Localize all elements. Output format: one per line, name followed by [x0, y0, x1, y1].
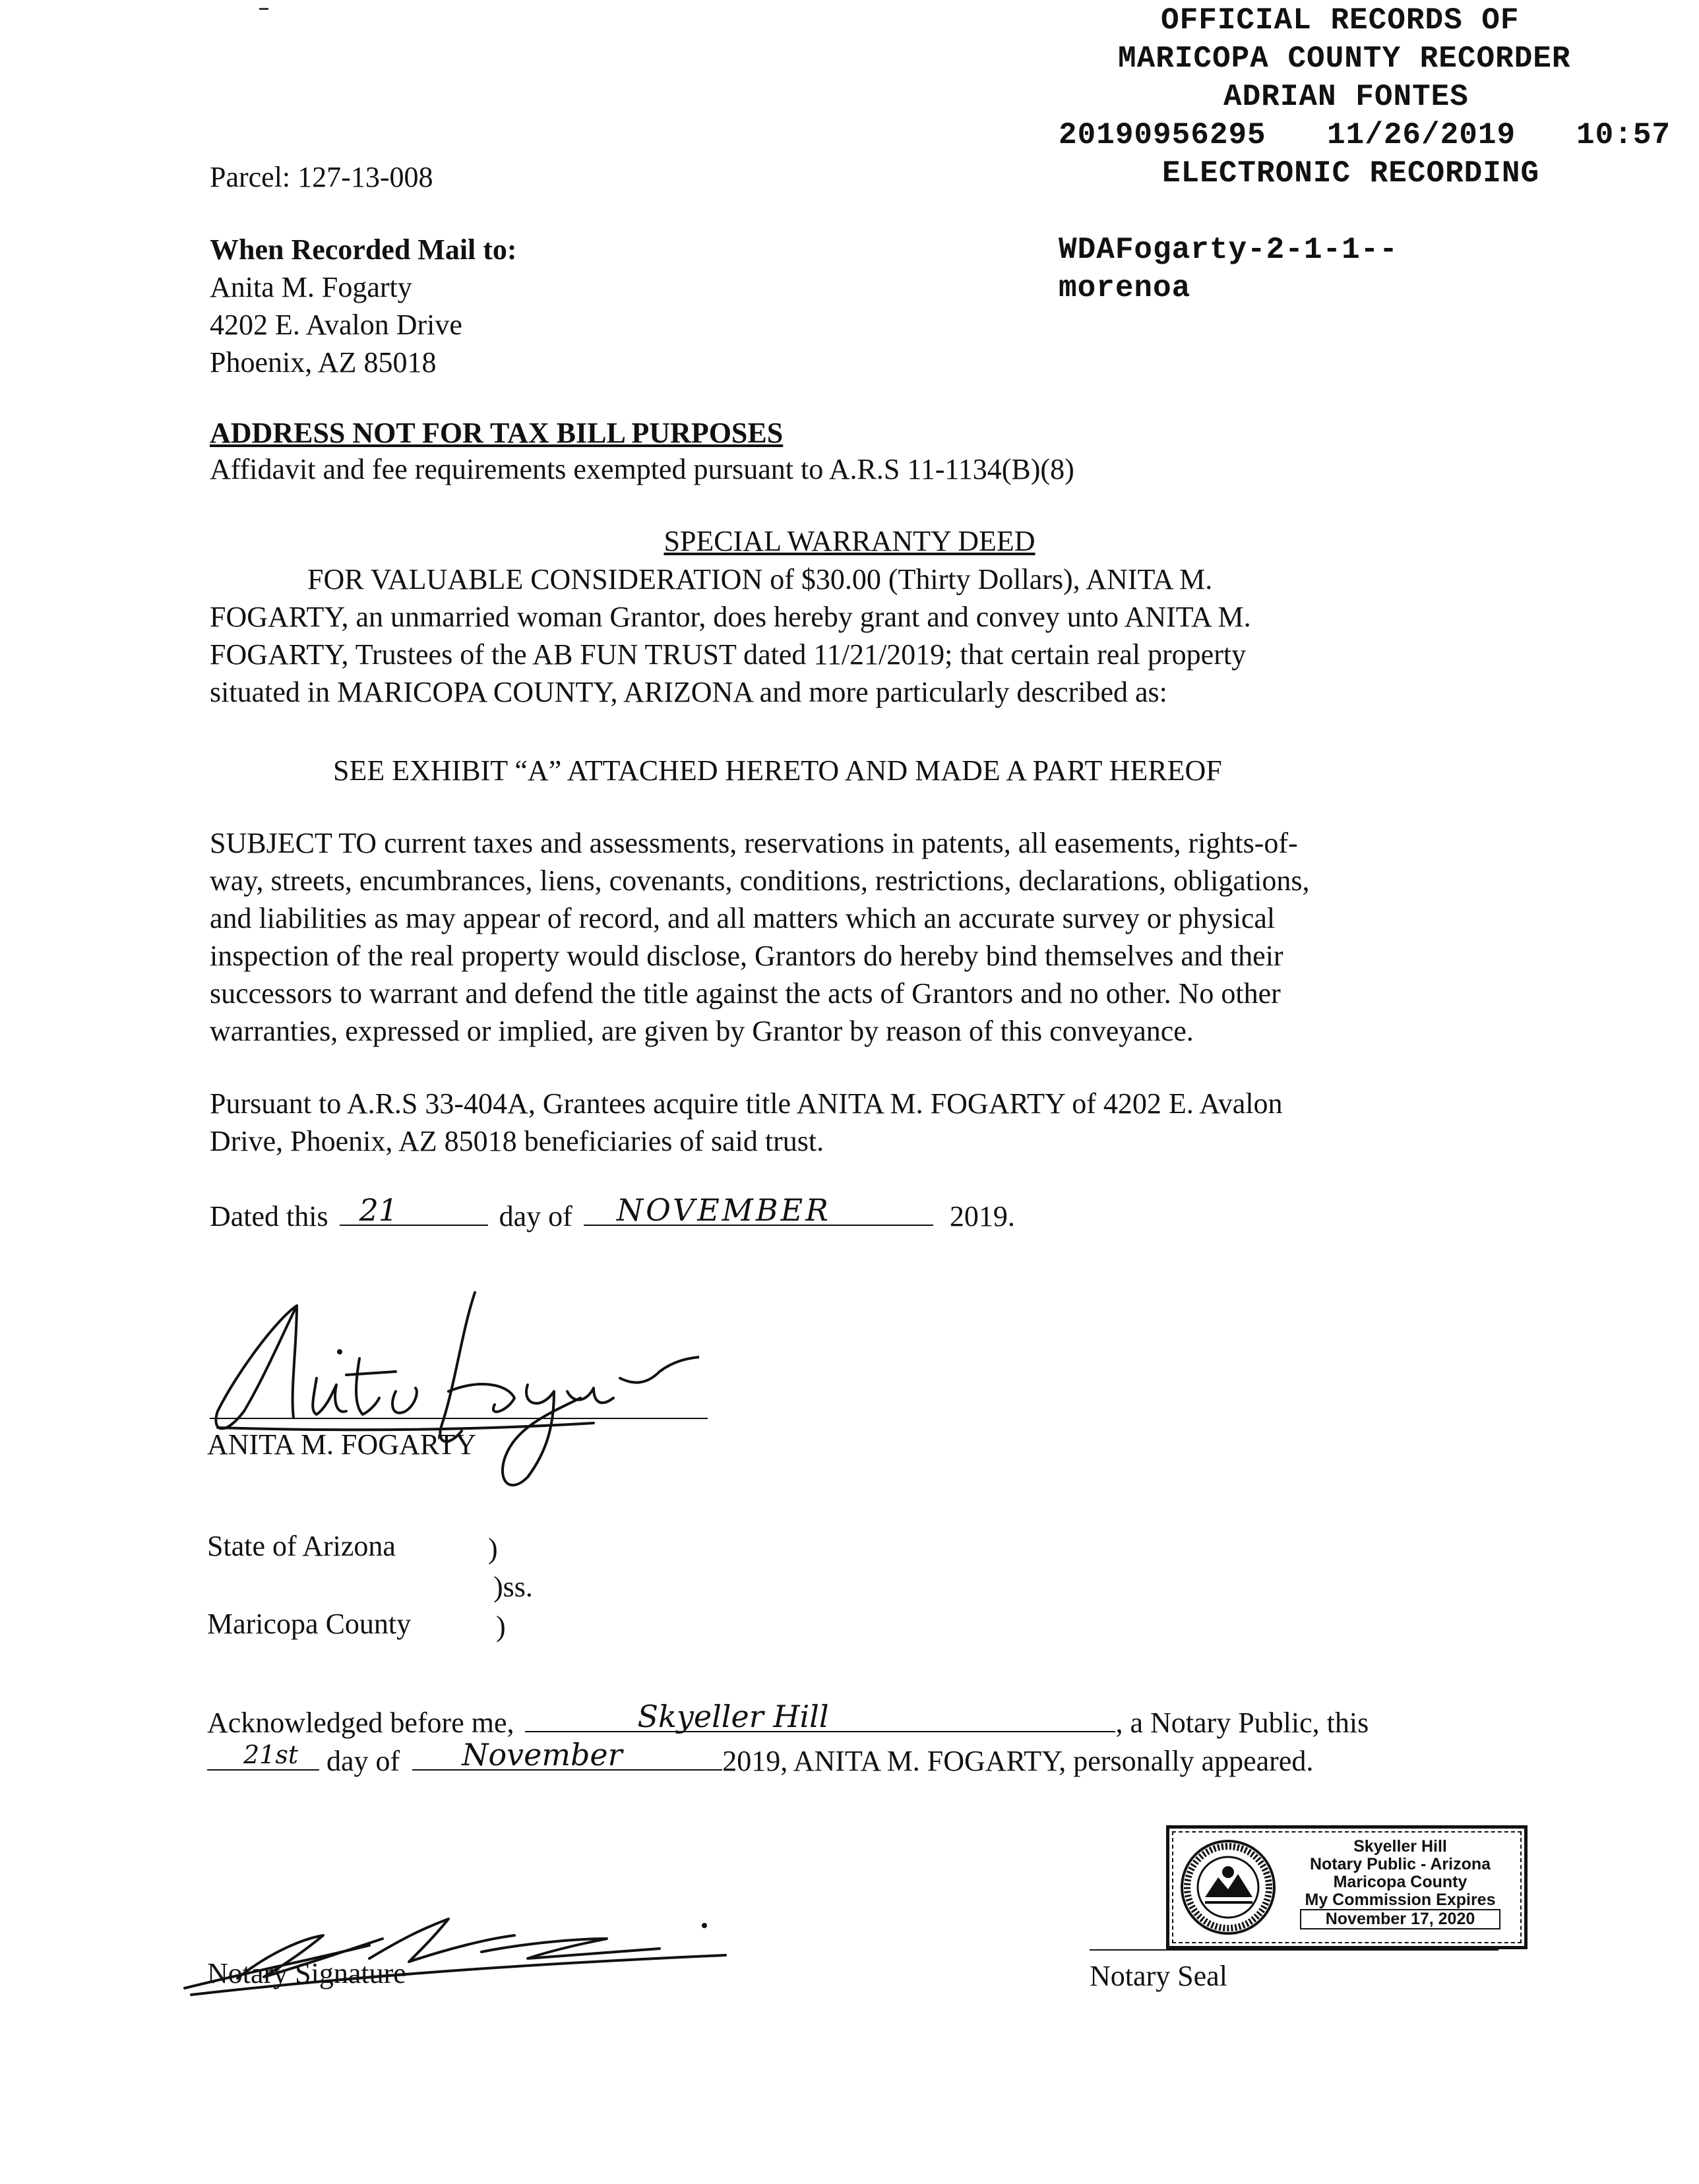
mail-to-heading: When Recorded Mail to: — [210, 233, 517, 266]
exhibit-reference: SEE EXHIBIT “A” ATTACHED HERETO AND MADE A PART HEREOF — [333, 754, 1222, 787]
venue-paren-2: ) — [496, 1610, 506, 1643]
pursuant-paragraph — [210, 1085, 1283, 1160]
grantor-signature-line — [210, 1418, 708, 1419]
notary-signature-label: Notary Signature — [207, 1957, 406, 1989]
recorder-line-county-recorder: MARICOPA COUNTY RECORDER — [1118, 42, 1571, 76]
pursuant-line: Pursuant to A.R.S 33-404A, Grantees acquire title ANITA M. FOGARTY of 4202 E. Avalon — [210, 1087, 1283, 1120]
venue-ss: )ss. — [493, 1571, 533, 1603]
arizona-state-seal-icon — [1179, 1838, 1278, 1937]
ack-suffix-2: 2019, ANITA M. FOGARTY, personally appeared. — [722, 1745, 1314, 1777]
ack-day-of: day of — [326, 1745, 400, 1777]
notary-stamp — [1166, 1825, 1528, 1949]
grant-line: FOGARTY, an unmarried woman Grantor, does hereby grant and convey unto ANITA M. — [210, 601, 1251, 633]
notary-seal-line — [1090, 1949, 1498, 1951]
stamp-notary-name: Skyeller Hill — [1353, 1837, 1447, 1856]
venue-county: Maricopa County — [207, 1608, 412, 1640]
deed-title: SPECIAL WARRANTY DEED — [664, 525, 1035, 557]
acknowledgment-line-2 — [207, 1737, 1314, 1780]
notary-seal-label: Notary Seal — [1090, 1960, 1227, 1992]
grantor-printed-name: ANITA M. FOGARTY — [207, 1428, 477, 1461]
pursuant-line: Drive, Phoenix, AZ 85018 beneficiaries of said trust. — [210, 1125, 824, 1157]
recorder-time: 10:57 — [1576, 118, 1671, 152]
ack-prefix: Acknowledged before me, — [207, 1707, 514, 1739]
mail-to-street: 4202 E. Avalon Drive — [210, 309, 462, 341]
subject-line: SUBJECT TO current taxes and assessments, reservations in patents, all easements, rights-of- — [210, 827, 1298, 859]
recorder-line-recorder-name: ADRIAN FONTES — [1223, 80, 1469, 114]
dated-day-handwritten: 21 — [359, 1192, 398, 1228]
ack-day-blank — [207, 1740, 319, 1771]
grant-line: FOR VALUABLE CONSIDERATION of $30.00 (Thirty Dollars), ANITA M. — [307, 563, 1213, 595]
subject-line: warranties, expressed or implied, are given by Grantor by reason of this conveyance. — [210, 1015, 1194, 1047]
subject-line: inspection of the real property would disclose, Grantors do hereby bind themselves and their — [210, 940, 1283, 972]
recorder-document-number: 20190956295 — [1059, 118, 1266, 152]
recorder-line-official-records: OFFICIAL RECORDS OF — [1161, 3, 1520, 38]
stamp-commission: My Commission Expires — [1305, 1891, 1496, 1909]
acknowledgment-line-1 — [207, 1699, 1369, 1742]
subject-line: successors to warrant and defend the title against the acts of Grantors and no other. No other — [210, 977, 1281, 1010]
ack-suffix: , a Notary Public, this — [1115, 1707, 1369, 1739]
recorder-electronic-recording: ELECTRONIC RECORDING — [1162, 156, 1540, 191]
ack-notary-blank — [525, 1699, 1115, 1734]
recorder-code-line-2: morenoa — [1059, 271, 1191, 305]
stamp-title: Notary Public - Arizona — [1309, 1855, 1491, 1873]
dated-middle: day of — [499, 1200, 572, 1232]
grantor-signature — [198, 1279, 699, 1503]
dated-line — [210, 1192, 1015, 1235]
recorder-code-line-1: WDAFogarty-2-1-1-- — [1059, 233, 1398, 267]
ack-month-blank — [412, 1737, 722, 1773]
subject-line: and liabilities as may appear of record, and all matters which an accurate survey or physical — [210, 902, 1276, 934]
stamp-county: Maricopa County — [1333, 1873, 1467, 1891]
subject-line: way, streets, encumbrances, liens, covenants, conditions, restrictions, declarations, obligations, — [210, 864, 1310, 897]
mail-to-city: Phoenix, AZ 85018 — [210, 346, 437, 379]
venue-paren-1: ) — [488, 1532, 498, 1565]
subject-to-paragraph — [210, 824, 1310, 1050]
grant-line: situated in MARICOPA COUNTY, ARIZONA and more particularly described as: — [210, 676, 1167, 708]
parcel-number: Parcel: 127-13-008 — [210, 161, 433, 193]
dated-prefix: Dated this — [210, 1200, 328, 1232]
grant-line: FOGARTY, Trustees of the AB FUN TRUST dated 11/21/2019; that certain real property — [210, 638, 1247, 671]
tax-bill-notice: ADDRESS NOT FOR TAX BILL PURPOSES — [210, 417, 784, 449]
dated-month-handwritten: NOVEMBER — [616, 1192, 831, 1228]
ack-day-handwritten: 21st — [243, 1740, 299, 1769]
recorder-date: 11/26/2019 — [1327, 118, 1516, 152]
venue-state: State of Arizona — [207, 1530, 396, 1562]
mail-to-name: Anita M. Fogarty — [210, 271, 412, 303]
scan-mark — [259, 8, 268, 10]
stamp-expiration: November 17, 2020 — [1300, 1909, 1500, 1929]
grant-paragraph — [210, 561, 1251, 711]
dated-month-blank — [584, 1192, 933, 1228]
ack-notary-handwritten: Skyeller Hill — [637, 1699, 829, 1734]
dated-day-blank — [340, 1192, 488, 1228]
dated-year: 2019. — [949, 1200, 1015, 1232]
ack-month-handwritten: November — [462, 1737, 623, 1773]
fee-exemption-statement: Affidavit and fee requirements exempted pursuant to A.R.S 11-1134(B)(8) — [210, 453, 1074, 485]
